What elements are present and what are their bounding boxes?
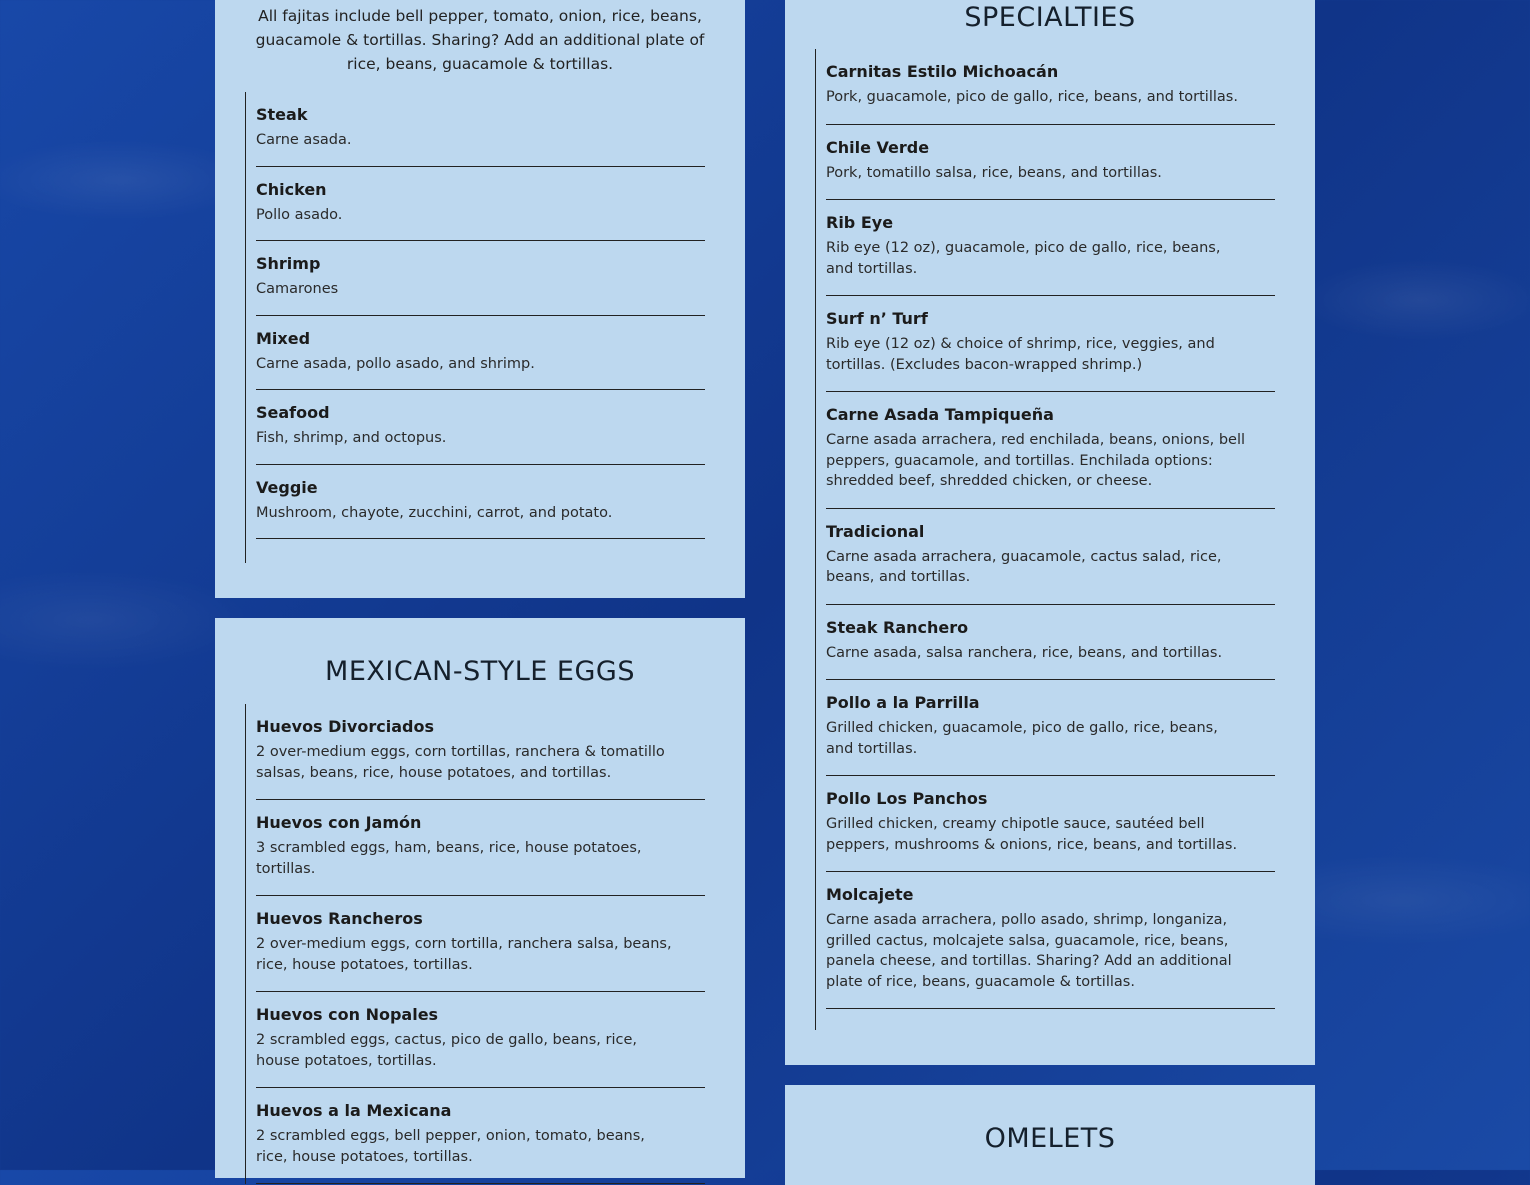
menu-item-description: Rib eye (12 oz) & choice of shrimp, rice, veggies, and tortillas. (Excludes bacon-wrapped shrimp.) (826, 336, 1215, 373)
menu-item-description: 2 scrambled eggs, cactus, pico de gallo, beans, rice, house potatoes, tortillas. (256, 1032, 638, 1069)
menu-item-name: Huevos con Jamón (256, 813, 422, 832)
menu-item-description: 2 over-medium eggs, corn tortilla, ranchera salsa, beans, rice, house potatoes, tortillas. (256, 936, 672, 973)
menu-item (246, 465, 705, 540)
menu-item (246, 896, 705, 992)
menu-item (246, 992, 705, 1088)
specialties-title: SPECIALTIES (964, 2, 1136, 33)
menu-item-description: Mushroom, chayote, zucchini, carrot, and potato. (256, 504, 613, 521)
menu-item (246, 316, 705, 391)
menu-item-description: Fish, shrimp, and octopus. (256, 430, 447, 446)
menu-item (246, 704, 705, 800)
fajitas-panel (215, 0, 745, 598)
menu-item-description: 2 scrambled eggs, bell pepper, onion, tomato, beans, rice, house potatoes, tortillas. (256, 1128, 645, 1165)
fajitas-intro: All fajitas include bell pepper, tomato, onion, rice, beans, guacamole & tortillas. Sharing? Add an additional plate of rice, beans, guacamole & tortillas. (255, 7, 705, 73)
menu-item-description: Rib eye (12 oz), guacamole, pico de gallo, rice, beans, and tortillas. (826, 240, 1221, 277)
menu-item (246, 92, 705, 167)
menu-item-name: Steak (256, 105, 308, 124)
menu-item-description: Pork, tomatillo salsa, rice, beans, and tortillas. (826, 164, 1162, 181)
menu-item-name: Shrimp (256, 254, 321, 273)
menu-item-name: Carnitas Estilo Michoacán (826, 62, 1059, 81)
menu-item-description: Carne asada, pollo asado, and shrimp. (256, 355, 535, 372)
menu-item-name: Chile Verde (826, 137, 930, 157)
menu-item-name: Rib Eye (826, 213, 894, 232)
menu-item-description: Carne asada, salsa ranchera, rice, beans, and tortillas. (826, 644, 1223, 661)
menu-item (816, 605, 1275, 681)
menu-item-name: Pollo a la Parrilla (826, 693, 980, 712)
menu-item-name: Huevos con Nopales (256, 1005, 439, 1024)
specialties-item-list (815, 49, 1275, 1030)
fajitas-item-list (245, 92, 705, 563)
menu-item-name: Pollo Los Panchos (826, 789, 988, 808)
menu-item (246, 167, 705, 242)
omelets-title: OMELETS (984, 1123, 1116, 1154)
menu-item-description: Carne asada. (256, 132, 352, 148)
menu-item-description: 2 over-medium eggs, corn tortillas, ranchera & tomatillo salsas, beans, rice, house potatoes, and tortillas. (256, 744, 665, 781)
menu-item-name: Chicken (256, 179, 327, 199)
menu-item-name: Tradicional (826, 521, 925, 541)
menu-item (816, 392, 1275, 509)
menu-item (816, 509, 1275, 605)
eggs-item-list (245, 704, 705, 1184)
menu-item-name: Seafood (256, 403, 330, 422)
eggs-title: MEXICAN-STYLE EGGS (325, 656, 635, 687)
menu-item-description: Grilled chicken, creamy chipotle sauce, sautéed bell peppers, mushrooms & onions, rice, beans, and tortillas. (826, 816, 1238, 853)
menu-item-description: Carne asada arrachera, pollo asado, shrimp, longaniza, grilled cactus, molcajete salsa, guacamole, rice, beans, panela cheese, and tortillas. Sharing? Add an additional plate of rice, beans, guacamole & tortillas. (826, 912, 1232, 990)
menu-item-description: Carne asada arrachera, guacamole, cactus salad, rice, beans, and tortillas. (826, 548, 1222, 585)
omelets-panel (785, 1085, 1315, 1185)
eggs-panel (215, 618, 745, 1178)
menu-item-name: Veggie (256, 477, 318, 497)
menu-item-description: 3 scrambled eggs, ham, beans, rice, house potatoes, tortillas. (256, 840, 642, 877)
menu-item (816, 125, 1275, 201)
menu-item (816, 296, 1275, 392)
menu-item (246, 800, 705, 896)
menu-item (816, 49, 1275, 125)
menu-item (816, 776, 1275, 872)
menu-item-name: Huevos Divorciados (256, 717, 434, 736)
menu-item-description: Carne asada arrachera, red enchilada, beans, onions, bell peppers, guacamole, and tortillas. Enchilada options: shredded beef, shredded chicken, or cheese. (826, 432, 1246, 489)
menu-item-name: Carne Asada Tampiqueña (826, 405, 1054, 424)
menu-item (816, 200, 1275, 296)
specialties-panel (785, 0, 1315, 1065)
menu-item (246, 241, 705, 316)
menu-item-description: Pork, guacamole, pico de gallo, rice, beans, and tortillas. (826, 89, 1238, 105)
menu-item-description: Camarones (256, 281, 339, 297)
menu-item-name: Huevos a la Mexicana (256, 1101, 452, 1120)
menu-item-name: Mixed (256, 328, 311, 348)
menu-item-name: Huevos Rancheros (256, 909, 423, 928)
menu-item-name: Steak Ranchero (826, 617, 969, 637)
menu-item (816, 872, 1275, 1009)
menu-item (816, 680, 1275, 776)
menu-item-description: Pollo asado. (256, 206, 343, 223)
menu-item-description: Grilled chicken, guacamole, pico de gallo, rice, beans, and tortillas. (826, 720, 1218, 757)
menu-item-name: Surf n’ Turf (826, 309, 928, 328)
menu-item (246, 390, 705, 465)
menu-item-name: Molcajete (826, 885, 914, 904)
